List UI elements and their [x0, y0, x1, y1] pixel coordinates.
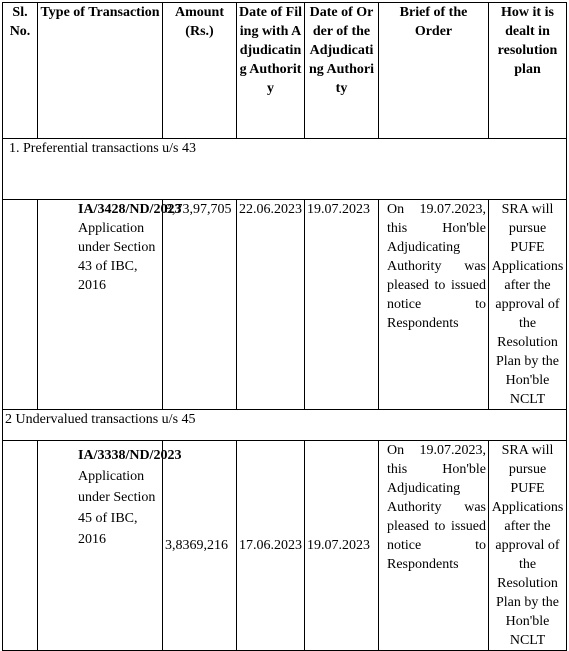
- transactions-table: [2, 2, 567, 651]
- sl-cell: [3, 200, 38, 410]
- case-description: Application under Section 45 of IBC, 2016: [78, 469, 156, 547]
- amount-cell: 3,8369,216: [163, 441, 237, 651]
- filing-date-cell: 22.06.2023: [237, 200, 305, 410]
- table-row: [3, 200, 567, 410]
- order-date-cell: 19.07.2023: [305, 200, 379, 410]
- case-description: Application under Section 43 of IBC, 2016: [78, 221, 156, 293]
- header-sl-no: Sl. No.: [3, 3, 38, 139]
- dealt-cell: SRA will pursue PUFE Applications after the approval of the Resolution Plan by the Hon'ble NCLT: [489, 441, 567, 651]
- type-cell: [38, 441, 182, 651]
- section-heading: 2 Undervalued transactions u/s 45: [3, 410, 567, 441]
- dealt-cell: SRA will pursue PUFE Applications after the approval of the Resolution Plan by the Hon'ble NCLT: [489, 200, 567, 410]
- case-number: IA/3428/ND/2023: [78, 202, 182, 217]
- header-amount: Amount (Rs.): [163, 3, 237, 139]
- header-row: [3, 3, 567, 139]
- header-brief: Brief of the Order: [379, 3, 489, 139]
- brief-cell: On 19.07.2023, this Hon'ble Adjudicating Authority was pleased to issued notice to Respondents: [379, 441, 489, 651]
- section-heading-row: [3, 410, 567, 441]
- header-filing-date: Date of Filing with Adjudicating Authority: [237, 3, 305, 139]
- header-order-date: Date of Order of the Adjudicating Authority: [305, 3, 379, 139]
- section-heading: 1. Preferential transactions u/s 43: [3, 139, 567, 200]
- header-dealt: How it is dealt in resolution plan: [489, 3, 567, 139]
- table-row: [3, 441, 567, 651]
- brief-cell: On 19.07.2023, this Hon'ble Adjudicating Authority was pleased to issued notice to Respondents: [379, 200, 489, 410]
- section-heading-row: [3, 139, 567, 200]
- case-number: IA/3338/ND/2023: [78, 448, 182, 463]
- header-type: Type of Transaction: [38, 3, 163, 139]
- amount-cell: 8,73,97,705: [163, 200, 237, 410]
- order-date-cell: 19.07.2023: [305, 441, 379, 651]
- type-cell: [38, 200, 182, 410]
- sl-cell: [3, 441, 38, 651]
- filing-date-cell: 17.06.2023: [237, 441, 305, 651]
